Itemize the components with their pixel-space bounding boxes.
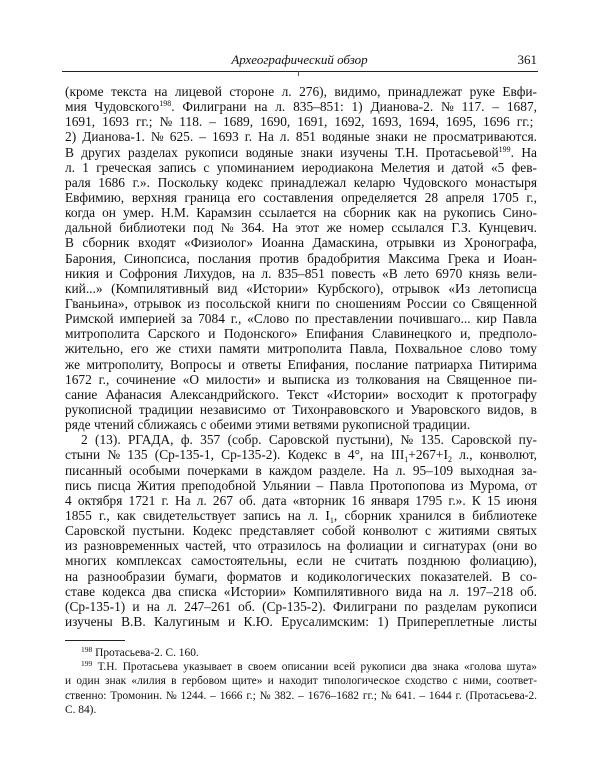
text-run: когда он умер. Н.М. Карамзин ссылается на сборник как на рукопись Сино- [65,205,537,221]
text-run: л., конволют, [451,447,537,463]
page-number: 361 [517,52,537,67]
text-run: +267+I [408,447,448,463]
text-line [65,553,537,568]
text-run: изучены В.В. Калугиным и К.Ю. Ерусалимским: 1) Припереплетные листы [65,613,537,629]
text-line [65,402,537,417]
footnote-ref: 199 [81,659,93,669]
text-run: из разновременных частей, что отразилось на фолиации и сигнатурах (они во [65,538,537,554]
text-run: многих комплексах самостоятельны, если не считать позднюю фолиацию), [65,553,537,569]
text-line [65,493,537,508]
footnote-ref: 199 [498,144,511,154]
text-line [65,417,537,432]
text-line [65,372,537,387]
text-run: Римской империей за 7084 г., «Слово по преставлении почившаго... кир Павла [65,311,537,327]
text-line [65,508,537,523]
text-line [65,99,537,114]
text-line [65,129,537,144]
footnote-ref: 198 [159,99,172,109]
subscript: 2 [447,455,452,465]
text-run: рукописной традиции независимо от Тихонравовского и Уваровского видов, в [65,401,537,417]
footnote-line [65,689,537,703]
text-line [65,145,537,160]
text-run: С. 84). [65,703,97,716]
text-line [65,357,537,372]
text-line [65,281,537,296]
text-run: 2 (13). РГАДА, ф. 357 (собр. Саровской пустыни), № 135. Саровской пу- [81,432,537,448]
text-line [65,235,537,250]
text-run: кий...» (Компилятивный вид «Истории» Курбского), отрывок «Из летописца [65,280,537,296]
text-line [65,205,537,220]
body-text [65,84,537,629]
running-header-title: Археографический обзор [231,52,368,67]
text-line [65,190,537,205]
text-line [65,160,537,175]
text-run: В других разделах рукописи водяные знаки изучены Т.Н. Протасьевой [65,144,499,160]
text-run: дальной библиотеки под № 364. На этот же номер ссылался Г.З. Кунцевич. [65,220,537,236]
text-run: сание Афанасия Александрийского. Текст «Истории» восходит к протографу [65,386,537,402]
text-line [65,478,537,493]
text-run: никия и Софрония Лихудов, на л. 835–851 повесть «В лето 6970 князь вели- [65,265,537,281]
text-line [65,220,537,235]
footnote-ref: 198 [81,645,93,654]
text-run: Протасьева-2. С. 160. [92,647,199,659]
text-run: Саровской пустыни. Кодекс представляет собой конволют с житиями святых [65,523,537,539]
footnote-line [65,703,537,717]
footnote-separator [65,640,125,641]
text-run: 1691, 1693 гг.; № 118. – 1689, 1690, 1691, 1692, 1693, 1694, 1695, 1696 гг.; [65,114,534,130]
text-run: ственно: Тромонин. № 1244. – 1666 г.; № 382. – 1676–1682 гг.; № 641. – 1644 г. (Протасьева-2. [65,689,537,702]
subscript: 1 [329,515,334,525]
text-line [65,432,537,447]
text-run: Т.Н. Протасьева указывает в своем описании всей рукописи два знака «голова шута» [92,661,537,674]
text-line [65,296,537,311]
text-run: же митрополиту, Вопросы и ответы Епифания, послание патриарха Питирима [65,356,537,372]
footnote-line [65,646,537,660]
text-line [65,387,537,402]
text-run: 1672 г., сочинение «О милости» и выписка из толкования на Священное пи- [65,371,537,387]
text-run: Гваньина», отрывок из посольской книги по сношениям России со Священной [65,295,537,311]
text-run: митрополита Сарского и Подонского» Епифания Славинецкого и, предполо- [65,326,537,342]
text-run: ряде чтений сближаясь с обеими этими ветвями рукописной традиции. [65,417,471,433]
text-run: . На [510,144,537,160]
text-run: 2) Дианова-1. № 625. – 1693 г. На л. 851 водяные знаки не просматриваются. [65,129,537,145]
text-line [65,463,537,478]
header-center-tick [298,71,299,76]
text-run: В сборник входят «Физиолог» Иоанна Дамаскина, отрывки из Хронографа, [65,235,537,251]
text-run: , сборник хранился в библиотеке [333,507,537,523]
text-line [65,114,537,129]
text-run: . Филиграни на л. 835–851: 1) Дианова-2. № 117. – 1687, [171,99,537,115]
text-line [65,311,537,326]
text-run: 1855 г., как свидетельствует запись на л. I [65,507,330,523]
text-run: (кроме текста на лицевой стороне л. 276), видимо, принадлежат руке Евфи- [65,84,537,99]
text-run: мия Чудовского [65,99,160,115]
text-line [65,599,537,614]
text-run: и один знак «лилия в гербовом щите» и находит типологическое сходство с ними, соответ- [65,675,537,688]
footnote-line [65,674,537,688]
text-line [65,341,537,356]
footnotes [65,646,537,717]
text-run: 4 октября 1721 г. На л. 267 об. дата «вторник 16 января 1795 г.». К 15 июня [65,492,537,508]
text-run: на разнообразии бумаги, форматов и кодикологических показателей. В со- [65,568,537,584]
text-line [65,523,537,538]
text-line [65,614,537,629]
text-run: (Ср-135-1) и на л. 247–261 об. (Ср-135-2). Филиграни по разделам рукописи [65,598,537,614]
text-run: Евфимию, верхняя граница его составления определяется 28 апреля 1705 г., [65,189,537,205]
text-run: л. 1 греческая запись с упоминанием иеродиакона Мелетия и датой «5 фев- [65,159,537,175]
text-line [65,447,537,465]
text-run: жительно, его же стихи памяти митрополита Павла, Похвальное слово тому [65,341,537,357]
text-line [65,251,537,266]
text-line [65,326,537,341]
text-run: Барония, Синопсиса, послания против брадобрития Максима Грека и Иоан- [65,250,537,266]
subscript: 1 [404,455,409,465]
text-run: пись писца Жития преподобной Ульянии – Павла Протопопова из Мурома, от [65,477,537,493]
text-run: ставе кодекса два списка «Истории» Компилятивного вида на л. 197–218 об. [65,583,537,599]
text-line [65,569,537,584]
text-line [65,538,537,553]
header-rule [62,71,538,72]
text-run: раля 1686 г.». Поскольку кодекс принадлежал келарю Чудовского монастыря [65,174,537,190]
text-line [65,84,537,99]
text-line [65,175,537,190]
text-run: писанный особыми почерками в каждом разделе. На л. 95–109 выходная за- [65,462,537,478]
text-line [65,584,537,599]
text-run: стыни № 135 (Ср-135-1, Ср-135-2). Кодекс в 4°, на III [65,447,405,463]
footnote-line [65,660,537,674]
text-line [65,266,537,281]
